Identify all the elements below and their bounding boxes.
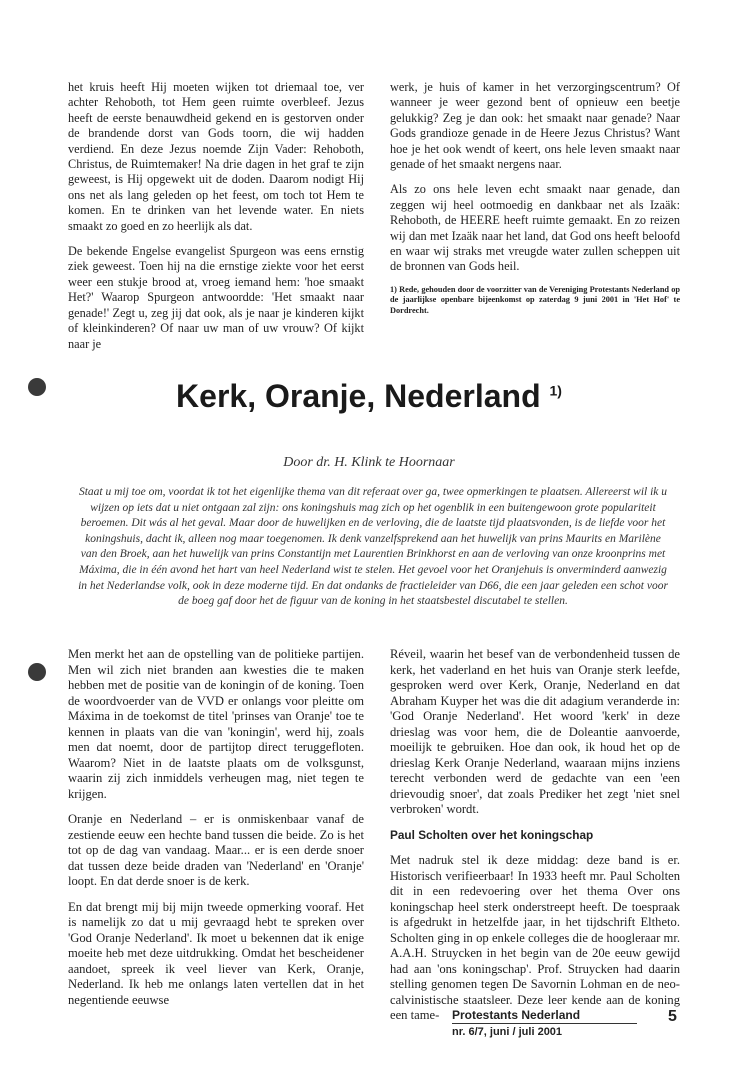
byline: Door dr. H. Klink te Hoornaar	[283, 455, 455, 470]
section-heading: Paul Scholten over het koningschap	[390, 827, 594, 842]
article-title	[0, 378, 738, 415]
column-bottom-left	[68, 647, 364, 1018]
column-top-left	[68, 80, 364, 362]
article-intro: Staat u mij toe om, voordat ik tot het eigenlijke thema van dit referaat over ga, twee opmerkingen te plaatsen. Allereerst wil ik u wijzen op iets dat u niet ontgaan zal zijn: ons koningshuis mag zich op het ogenblik in een buitengewoon grote populariteit beroemen. Dit wás al het geval. Maar door de huwelijken en de verloving, die de laatste tijd plaatsvonden, is de liefde voor het koningshuis, dacht ik, alleen nog maar toegenomen. Ik denk vanzelfsprekend aan het huwelijk van prins Maurits en Marilène van den Broek, aan het huwelijk van prins Constantijn met Laurentien Brinkhorst en aan de verloving van onze kroonprins met Máxima, die in één avond het hart van heel Nederland wist te stelen. Het gevoel voor het Oranjehuis is onverminderd aanwezig in het Nederlandse volk, ook in deze moderne tijd. En dat ondanks de fractieleider van D66, die een jaar geleden een schot voor de boeg gaf door het de figuur van de koning in het staatsbestel discutabel te stellen.	[78, 486, 668, 608]
paragraph: Oranje en Nederland – er is onmiskenbaar vanaf de zestiende eeuw een hechte band tussen die beide. Zo is het tot op de dag van vandaag. Maar... er is een derde snoer dat tussen deze beide draden van 'Nederland' en 'Oranje' loopt. En dat derde snoer is de kerk.	[68, 812, 364, 888]
article-title-text: Kerk, Oranje, Nederland	[176, 378, 541, 414]
footnote-marker: 1)	[549, 382, 562, 399]
column-top-right	[390, 80, 680, 326]
footnote: 1) Rede, gehouden door de voorzitter van de Vereniging Protestants Nederland op de jaarlijkse openbare bijeenkomst op zaterdag 9 juni 2001 in 'Het Hof' te Dordrecht.	[390, 284, 680, 315]
paragraph: Als zo ons hele leven echt smaakt naar genade, dan zeggen wij heel ootmoedig en dankbaar net als Izaäk: Rehoboth, de HEERE heeft ruimte gemaakt. En zo reizen wij dan met Izaäk naar het land, dat God ons heeft beloofd en waar wij straks met vreugde water zullen scheppen uit de bronnen van Gods heil.	[390, 182, 680, 274]
paragraph: Réveil, waarin het besef van de verbondenheid tussen de kerk, het vaderland en het huis van Oranje sterk leefde, gesproken werd over Kerk, Oranje, Nederland en dat Abraham Kuyper het was die dit adagium veranderde in: 'God Oranje Nederland'. Het woord 'kerk' in deze drieslag was voor hem, die de Doleantie aanvoerde, moeilijk te gebruiken. Hoe dan ook, ik houd het op de drieslag Kerk Oranje Nederland, waaraan mijns inziens terecht verbonden werd de gedachte van een 'een drievoudig snoer', dat zoals Prediker het zegt 'niet snel verbroken' wordt.	[390, 647, 680, 816]
paragraph: het kruis heeft Hij moeten wijken tot driemaal toe, ver achter Rehoboth, tot Hem geen ruimte overbleef. Jezus heeft de eerste benauwdheid gekend en is gestorven onder de brandende dorst van Gods toorn, die wij hadden verdiend. En deze Jezus noemde Zijn Vader: Rehoboth, Christus, de Ruimtemaker! Na drie dagen in het graf te zijn geweest, is Hij opgewekt uit de doden. Daarom nodigt Hij ons net als lang geleden op het feest, om toch tot Hem te komen. En te drinken van het levende water. En niets smaakt zo goed en zo heerlijk als dat.	[68, 80, 364, 233]
paragraph: Met nadruk stel ik deze middag: deze band is er. Historisch verifieerbaar! In 1933 heeft mr. Paul Scholten dit in een redevoering over het thema Over ons koningschap heel sterk onderstreept heeft. De toespraak is afgedrukt in hetzelfde jaar, in het tijdschrift Eltheto. Scholten ging in op enkele colleges die de hoogleraar mr. A.A.H. Struycken in het begin van de 20e eeuw gewijd had aan 'ons koningschap'. Prof. Struycken had daarin stelling genomen tegen De Savornin Lohman en de neo-calvinistische staatsleer. Deze leer kende aan de koning een tame-	[390, 853, 680, 1022]
column-bottom-right	[390, 647, 680, 1034]
paragraph: De bekende Engelse evangelist Spurgeon was eens ernstig ziek geweest. Toen hij na die ernstige ziekte voor het eerst weer een stukje brood at, vroeg iemand hem: 'hoe smaakt Het?' Waarop Spurgeon antwoordde: 'Het smaakt naar genade!' Zegt u, zeg jij dat ook, als je naar je kinderen kijkt of kleinkinderen? Of naar uw man of uw vrouw? Of kijkt naar je	[68, 244, 364, 351]
paragraph: werk, je huis of kamer in het verzorgingscentrum? Of wanneer je weer gezond bent of opnieuw een beetje gelukkig? Zeg je dan ook: het smaakt naar genade? Naar Gods grandioze genade in de Heere Jezus Christus? Want hoe je het ook wendt of keert, ons hele leven smaakt naar genade of het smaakt nergens naar.	[390, 80, 680, 172]
paragraph: Men merkt het aan de opstelling van de politieke partijen. Men wil zich niet branden aan kwesties die te maken hebben met de positie van de koningin of de koning. Toen de woordvoerder van de VVD er onlangs voor pleitte om Máxima in de toekomst de titel 'prinses van Oranje' toe te kennen in plaats van die van 'koningin', werd hij, zoals men dat noemt, door de partijtop direct teruggefloten. Waarom? Niet in de laatste plaats om de volksgunst, waarin zij zich inmiddels verheugen mag, niet tegen te krijgen.	[68, 647, 364, 801]
issue-info: nr. 6/7, juni / juli 2001	[452, 1026, 563, 1038]
publication-name: Protestants Nederland	[452, 1008, 637, 1024]
paragraph: En dat brengt mij bij mijn tweede opmerking vooraf. Het is namelijk zo dat u mij gevraagd hebt te spreken over 'God Oranje Nederland'. Ik moet u bekennen dat ik enige moeite heb met deze uitdrukking. Omdat het bescheidener aandoet, spreek ik veel liever van Kerk, Oranje, Nederland. Ik heb me onlangs laten vertellen dat in het negentiende eeuwse	[68, 899, 364, 1007]
binder-hole-bottom	[28, 663, 46, 681]
page-number: 5	[668, 1008, 677, 1025]
